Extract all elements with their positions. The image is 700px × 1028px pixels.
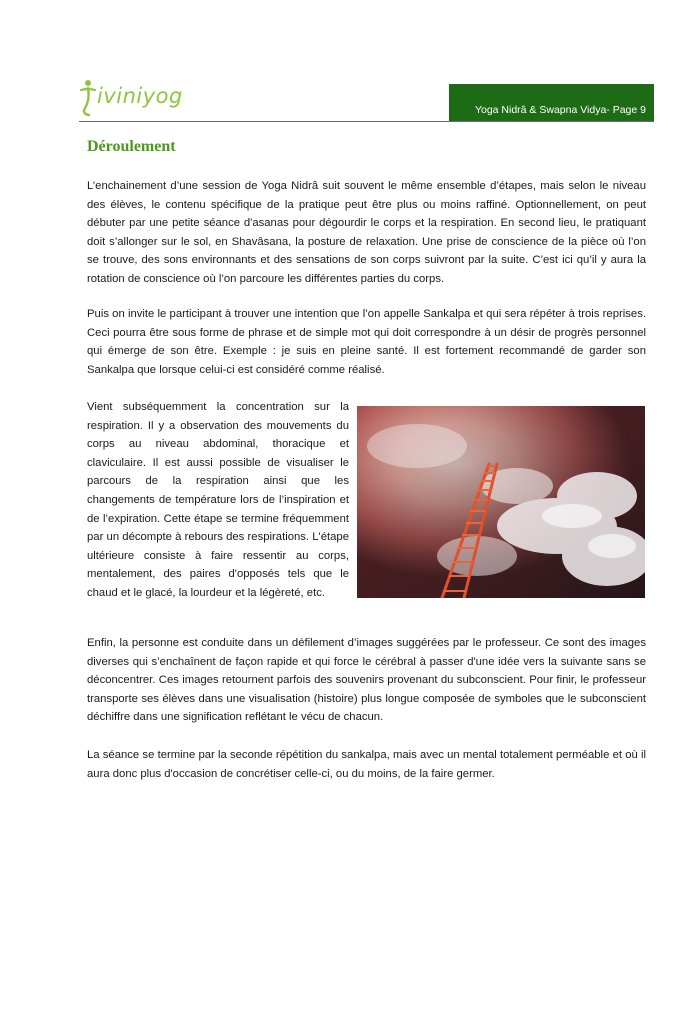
paragraph-2: Puis on invite le participant à trouver une intention que l’on appelle Sankalpa et qui sera répéter à trois reprises. Ceci pourra être sous forme de phrase et de simple mot qui doit correspondre à un désir de progrès personnel qui émerge de son être. Exemple : je suis en pleine santé. Il est fortement recommandé de garder son Sankalpa que lorsque celui-ci est considéré comme réalisé. — [87, 308, 646, 376]
section-title: Déroulement — [87, 138, 176, 155]
logo-text: iviniyog — [97, 84, 183, 108]
ladder-clouds-image — [357, 406, 645, 598]
page-label-bar — [449, 84, 654, 122]
page-label: Yoga Nidrâ & Swapna Vidya- Page 9 — [474, 104, 646, 116]
paragraph-4: Enfin, la personne est conduite dans un défilement d’images suggérées par le professeur. Ce sont des images diverses qui s’enchaînent de façon rapide et qui force le cérébral à passer d'une idée vers la suivante sans se déconcentrer. Ces images retournent parfois des souvenirs provenant du subconscient. Pour finir, le professeur transporte ses élèves dans une visualisation (histoire) plus longue composée de symboles que le subconscient déchiffre dans une signification reflétant le vécu de chacun. — [87, 637, 646, 724]
header-divider — [79, 121, 654, 122]
paragraph-3: Vient subséquemment la concentration sur la respiration. Il y a observation des mouvements du corps au niveau abdominal, thoracique et claviculaire. Il est aussi possible de visualiser le parcours de la respiration ainsi que les changements de température lors de l’inspiration et de l’expiration. Cette étape se termine fréquemment par un décompte à rebours des respirations. L'étape ultérieure consiste à faire ressentir au corps, mentalement, des paires d'opposés tels que le chaud et le glacé, la lourdeur et la légèreté, etc. — [87, 401, 349, 599]
paragraph-1: L’enchainement d’une session de Yoga Nidrâ suit souvent le même ensemble d’étapes, mais selon le niveau des élèves, le contenu spécifique de la pratique peut être plus ou moins raffiné. Optionnellement, on peut débuter par une petite séance d'asanas pour dégourdir le corps et la respiration. En second lieu, le pratiquant doit s’allonger sur le sol, en Shavâsana, la posture de relaxation. Une prise de conscience de la pièce où l’on se trouve, des sons environnants et des sensations de son corps suivront par la suite. C’est ici qu’il y aura la rotation de conscience où l’on parcoure les différentes parties du corps. — [87, 180, 646, 285]
page-header — [79, 78, 654, 124]
paragraph-5: La séance se termine par la seconde répétition du sankalpa, mais avec un mental totalement perméable et où il aura donc plus d'occasion de concrétiser celle-ci, ou du moins, de la faire germer. — [87, 749, 646, 780]
viniyog-logo — [79, 78, 183, 118]
